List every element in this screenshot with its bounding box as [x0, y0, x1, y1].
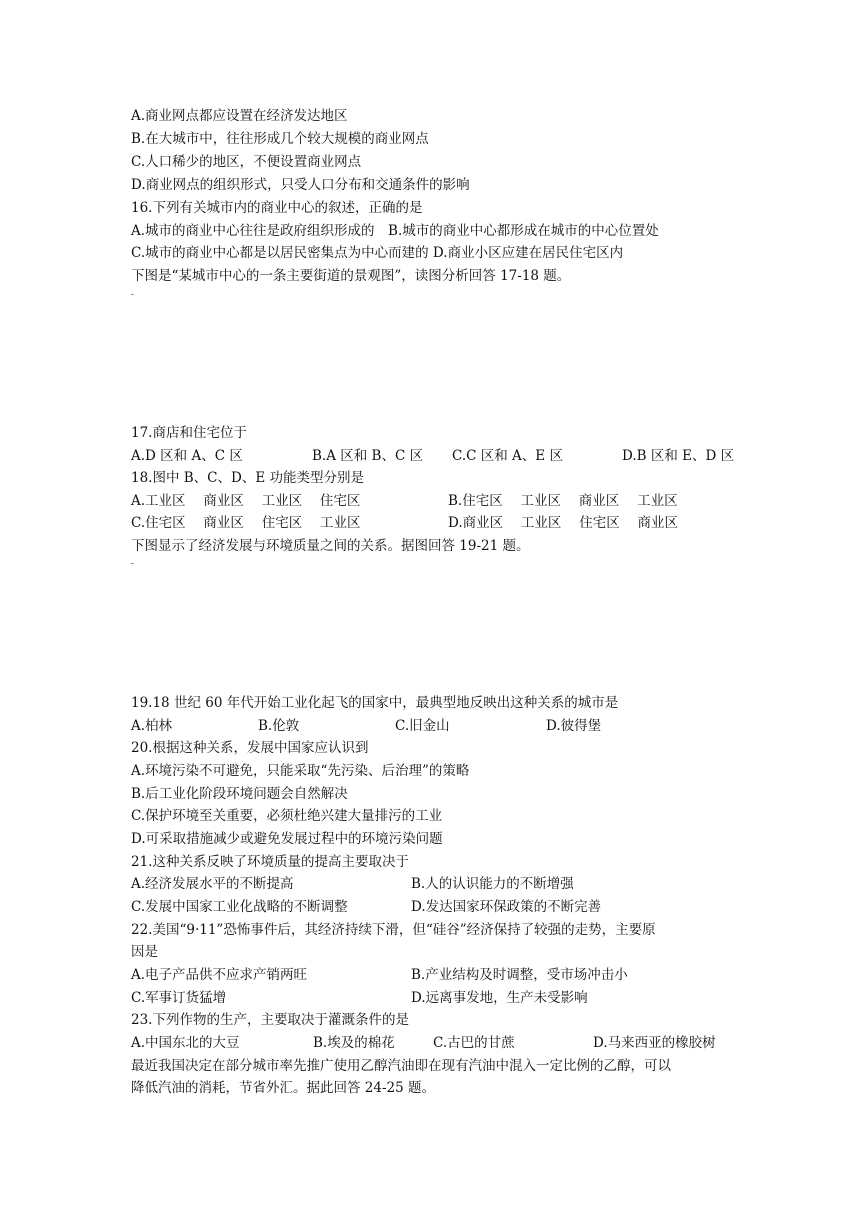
q21-option-c: C.发展中国家工业化战略的不断调整	[131, 899, 348, 915]
q16-stem: 16.下列有关城市内的商业中心的叙述，正确的是	[131, 200, 423, 216]
q18-option-c: C.住宅区 商业区 住宅区 工业区	[131, 515, 361, 531]
intro-17-18: 下图是“某城市中心的一条主要街道的景观图”，读图分析回答 17-18 题。	[131, 268, 571, 284]
q23-option-b: B.埃及的棉花	[313, 1035, 395, 1051]
figure-placeholder-marker	[131, 294, 134, 295]
q22-stem-line2: 因是	[131, 944, 158, 960]
q16-options-line2: C.城市的商业中心都是以居民密集点为中心而建的 D.商业小区应建在居民住宅区内	[131, 245, 624, 261]
q19-option-a: A.柏林	[131, 718, 173, 734]
q17-option-c: C.C 区和 A、E 区	[452, 448, 563, 464]
q21-option-b: B.人的认识能力的不断增强	[411, 876, 574, 892]
q18-option-a: A.工业区 商业区 工业区 住宅区	[131, 493, 361, 509]
figure-placeholder-marker-2	[131, 563, 134, 564]
q16-options-line1: A.城市的商业中心往往是政府组织形成的 B.城市的商业中心都形成在城市的中心位置处	[131, 223, 659, 239]
q20-option-b: B.后工业化阶段环境问题会自然解决	[131, 786, 348, 802]
q20-stem: 20.根据这种关系，发展中国家应认识到	[131, 740, 369, 756]
q20-option-a: A.环境污染不可避免，只能采取“先污染、后治理”的策略	[131, 763, 470, 779]
q22-option-d: D.远离事发地，生产未受影响	[411, 990, 588, 1006]
q23-option-a: A.中国东北的大豆	[131, 1035, 240, 1051]
q23-option-c: C.古巴的甘蔗	[433, 1035, 515, 1051]
q17-option-a: A.D 区和 A、C 区	[131, 448, 243, 464]
q18-option-d: D.商业区 工业区 住宅区 商业区	[448, 515, 679, 531]
intro-24-25-line1: 最近我国决定在部分城市率先推广使用乙醇汽油即在现有汽油中混入一定比例的乙醇，可以	[131, 1058, 671, 1074]
q22-option-c: C.军事订货猛增	[131, 990, 227, 1006]
q20-option-c: C.保护环境至关重要，必须杜绝兴建大量排污的工业	[131, 808, 443, 824]
intro-24-25-line2: 降低汽油的消耗，节省外汇。据此回答 24-25 题。	[131, 1080, 435, 1096]
q15-option-c: C.人口稀少的地区，不便设置商业网点	[131, 154, 362, 170]
q17-option-b: B.A 区和 B、C 区	[312, 448, 424, 464]
q23-option-d: D.马来西亚的橡胶树	[593, 1035, 716, 1051]
q20-option-d: D.可采取措施减少或避免发展过程中的环境污染问题	[131, 831, 443, 847]
q15-option-a: A.商业网点都应设置在经济发达地区	[131, 108, 348, 124]
q22-option-b: B.产业结构及时调整，受市场冲击小	[411, 967, 628, 983]
q21-option-a: A.经济发展水平的不断提高	[131, 876, 294, 892]
q18-stem: 18.图中 B、C、D、E 功能类型分别是	[131, 470, 364, 486]
q22-stem-line1: 22.美国“9·11”恐怖事件后，其经济持续下滑，但“硅谷”经济保持了较强的走势，主要原	[131, 922, 656, 938]
q21-option-d: D.发达国家环保政策的不断完善	[411, 899, 602, 915]
q23-stem: 23.下列作物的生产，主要取决于灌溉条件的是	[131, 1012, 409, 1028]
q19-option-b: B.伦敦	[258, 718, 300, 734]
q22-option-a: A.电子产品供不应求产销两旺	[131, 967, 308, 983]
q19-option-c: C.旧金山	[395, 718, 450, 734]
q19-stem: 19.18 世纪 60 年代开始工业化起飞的国家中，最典型地反映出这种关系的城市是	[131, 695, 619, 711]
q17-option-d: D.B 区和 E、D 区	[622, 448, 735, 464]
q15-option-b: B.在大城市中，往往形成几个较大规模的商业网点	[131, 131, 429, 147]
q17-stem: 17.商店和住宅位于	[131, 425, 247, 441]
q18-option-b: B.住宅区 工业区 商业区 工业区	[448, 493, 678, 509]
q19-option-d: D.彼得堡	[546, 718, 602, 734]
q21-stem: 21.这种关系反映了环境质量的提高主要取决于	[131, 854, 409, 870]
q15-option-d: D.商业网点的组织形式，只受人口分布和交通条件的影响	[131, 177, 470, 193]
intro-19-21: 下图显示了经济发展与环境质量之间的关系。据图回答 19-21 题。	[131, 538, 530, 554]
